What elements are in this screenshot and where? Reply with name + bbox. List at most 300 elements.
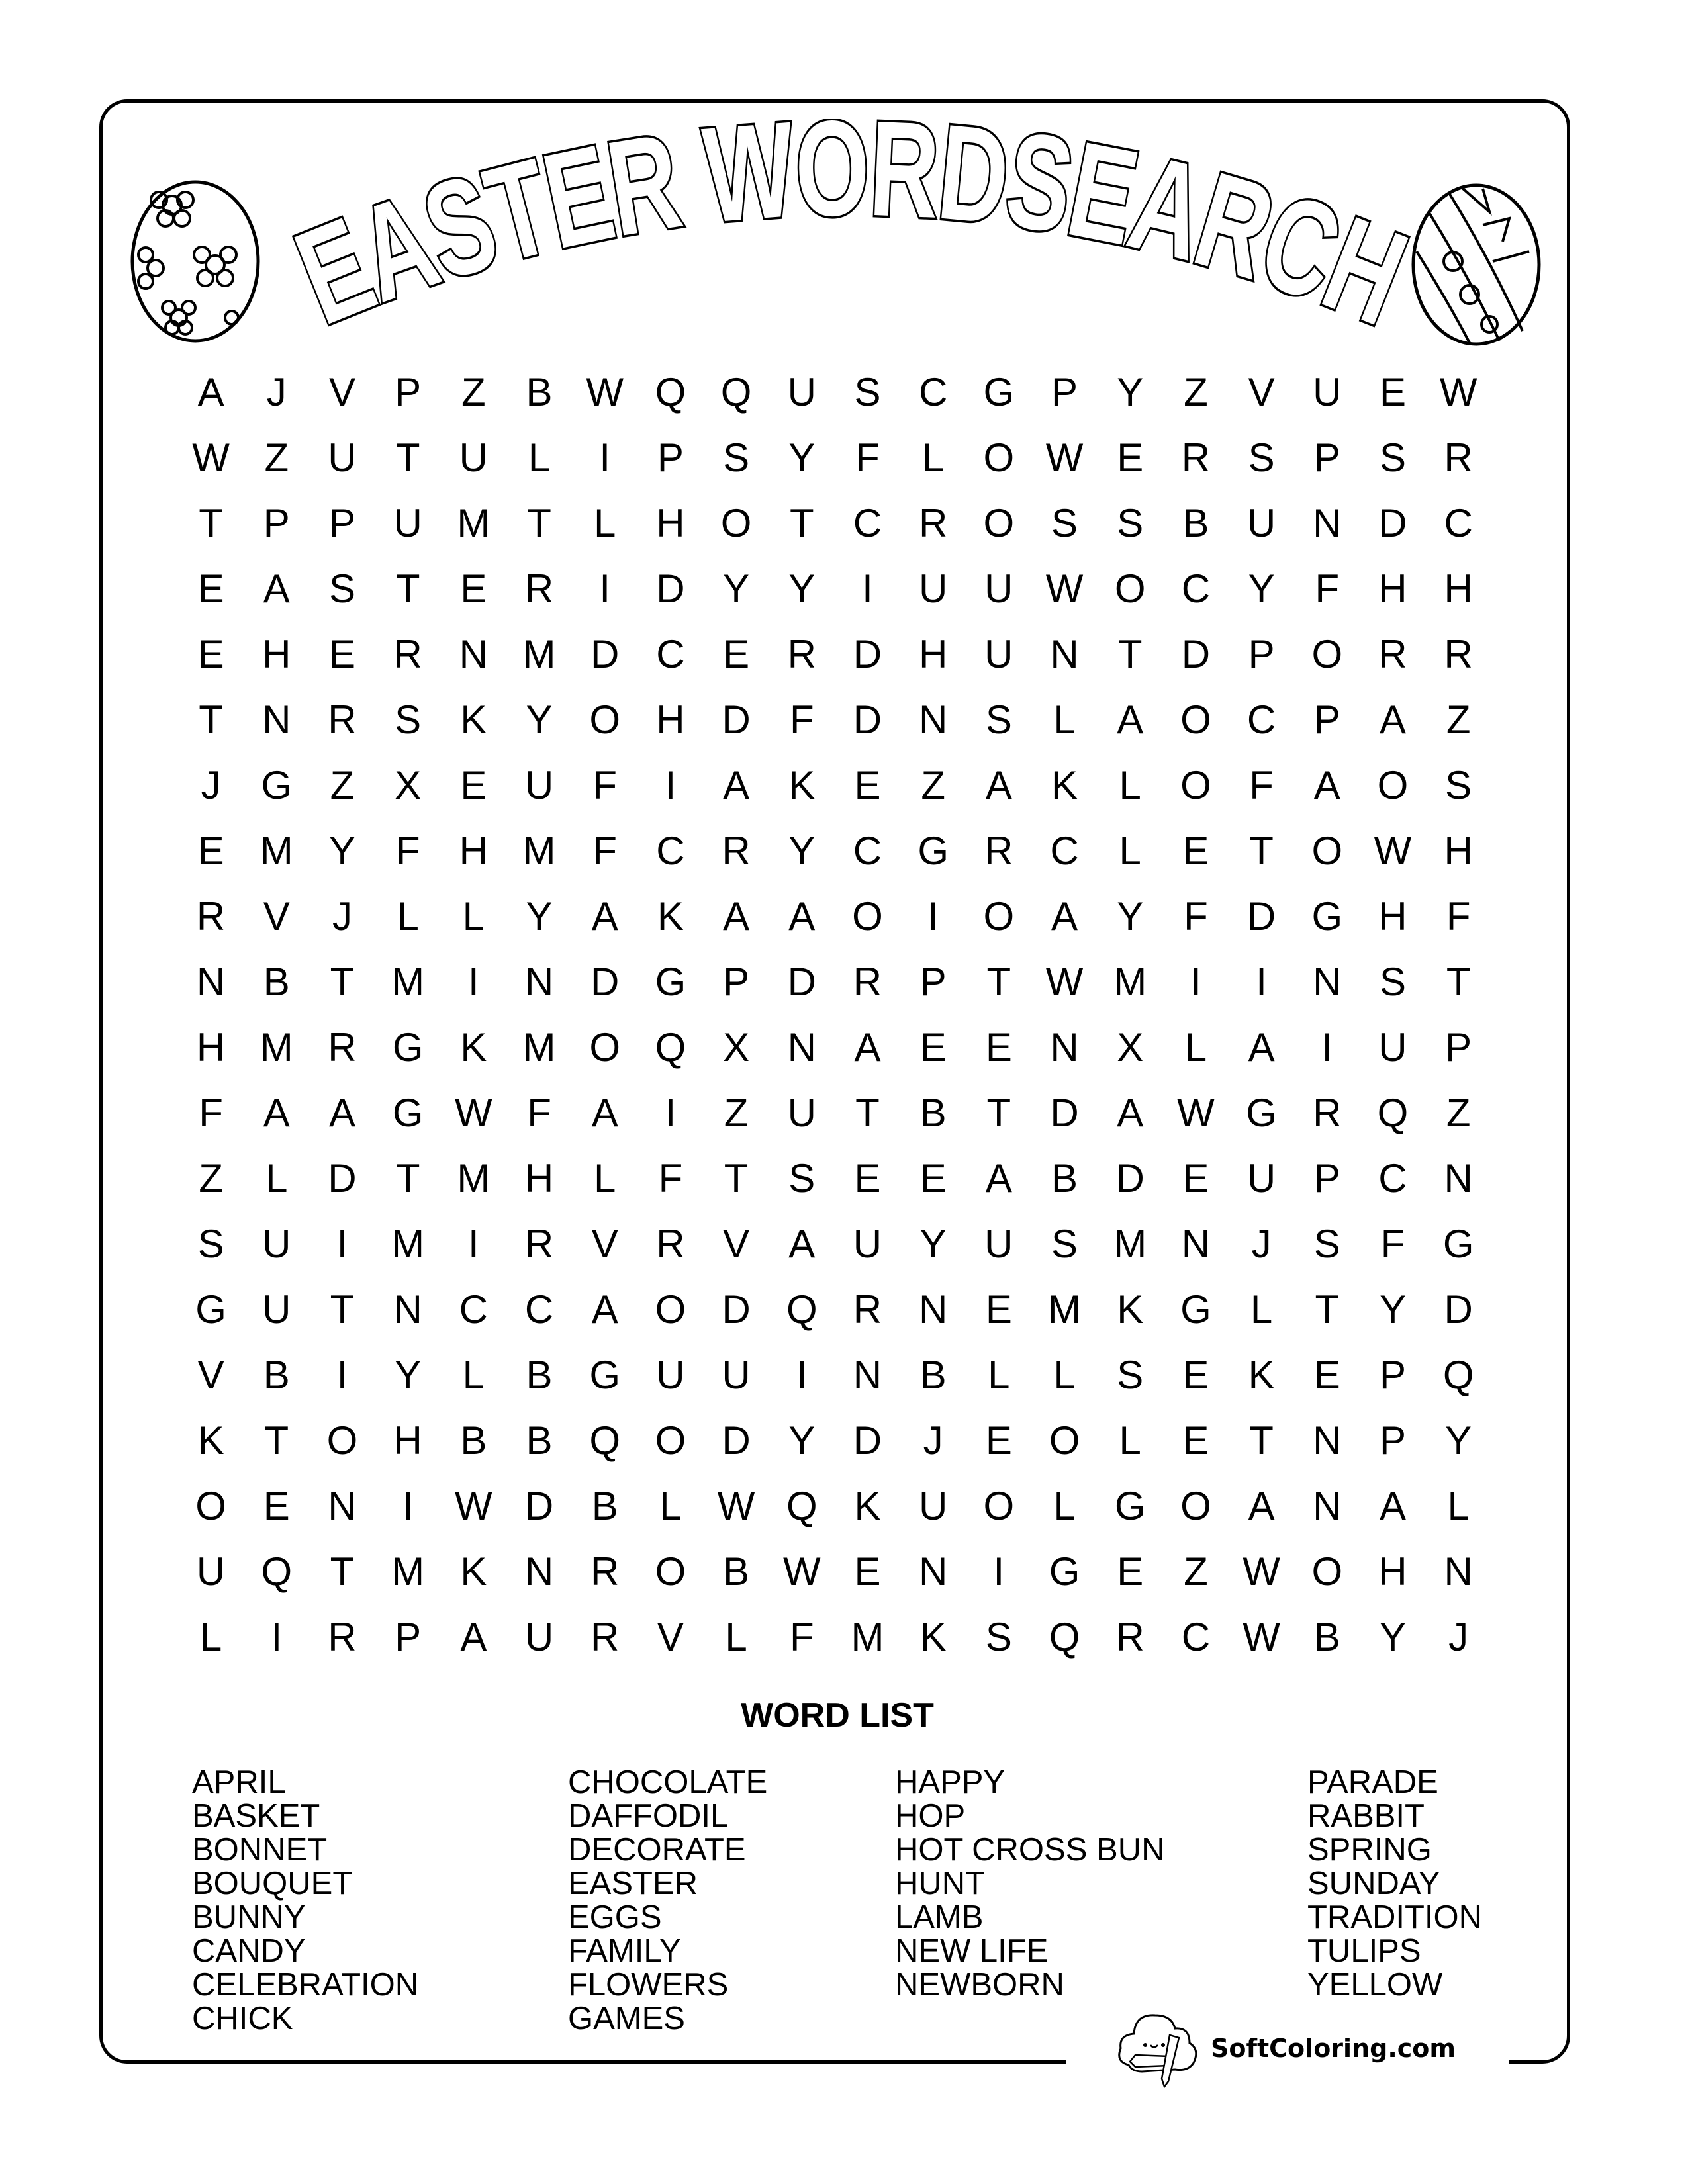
grid-letter[interactable]: M — [259, 1024, 293, 1069]
grid-letter[interactable]: E — [1117, 435, 1144, 480]
grid-letter[interactable]: I — [665, 1090, 677, 1135]
grid-letter[interactable]: S — [1313, 1221, 1340, 1266]
grid-letter[interactable]: P — [657, 435, 684, 480]
grid-letter[interactable]: R — [1444, 631, 1473, 676]
grid-letter[interactable]: J — [923, 1418, 943, 1463]
grid-letter[interactable]: M — [391, 1549, 425, 1594]
grid-letter[interactable]: B — [723, 1549, 750, 1594]
grid-letter[interactable]: D — [590, 631, 620, 676]
grid-letter[interactable]: A — [1248, 1024, 1275, 1069]
grid-letter[interactable]: F — [658, 1156, 683, 1201]
grid-letter[interactable]: S — [985, 697, 1012, 742]
grid-letter[interactable]: D — [590, 959, 620, 1004]
grid-letter[interactable]: E — [985, 1287, 1012, 1332]
grid-letter[interactable]: I — [1190, 959, 1201, 1004]
grid-letter[interactable]: F — [1249, 762, 1274, 807]
grid-letter[interactable]: B — [526, 369, 553, 414]
grid-letter[interactable]: N — [393, 1287, 422, 1332]
grid-letter[interactable]: Y — [395, 1352, 422, 1397]
grid-letter[interactable]: L — [921, 435, 945, 480]
grid-letter[interactable]: E — [985, 1024, 1012, 1069]
grid-letter[interactable]: G — [392, 1090, 424, 1135]
grid-letter[interactable]: E — [1117, 1549, 1144, 1594]
grid-letter[interactable]: S — [1117, 1352, 1144, 1397]
grid-letter[interactable]: R — [1378, 631, 1407, 676]
grid-letter[interactable]: Y — [526, 893, 553, 938]
grid-letter[interactable]: M — [522, 1024, 556, 1069]
grid-letter[interactable]: D — [1050, 1090, 1079, 1135]
grid-letter[interactable]: L — [725, 1614, 747, 1659]
grid-letter[interactable]: D — [656, 566, 685, 611]
grid-letter[interactable]: E — [328, 631, 355, 676]
grid-letter[interactable]: A — [723, 893, 750, 938]
grid-letter[interactable]: A — [591, 1287, 618, 1332]
grid-letter[interactable]: C — [853, 500, 882, 545]
grid-letter[interactable]: N — [918, 1287, 948, 1332]
grid-letter[interactable]: H — [1378, 566, 1407, 611]
grid-letter[interactable]: E — [985, 1418, 1012, 1463]
grid-letter[interactable]: F — [527, 1090, 551, 1135]
grid-letter[interactable]: I — [468, 1221, 479, 1266]
grid-letter[interactable]: A — [197, 369, 224, 414]
grid-letter[interactable]: J — [1448, 1614, 1469, 1659]
grid-letter[interactable]: B — [263, 1352, 290, 1397]
grid-letter[interactable]: M — [522, 828, 556, 873]
grid-letter[interactable]: Z — [199, 1156, 223, 1201]
grid-letter[interactable]: U — [1378, 1024, 1407, 1069]
grid-letter[interactable]: F — [789, 697, 814, 742]
grid-letter[interactable]: L — [1053, 1352, 1076, 1397]
grid-letter[interactable]: P — [919, 959, 947, 1004]
grid-letter[interactable]: Y — [788, 1418, 816, 1463]
grid-letter[interactable]: Y — [788, 566, 816, 611]
grid-letter[interactable]: K — [788, 762, 816, 807]
grid-letter[interactable]: U — [918, 1483, 948, 1528]
grid-letter[interactable]: A — [723, 762, 750, 807]
grid-letter[interactable]: H — [1378, 893, 1407, 938]
grid-letter[interactable]: Z — [1446, 1090, 1471, 1135]
grid-letter[interactable]: N — [918, 1549, 948, 1594]
grid-letter[interactable]: Y — [788, 435, 816, 480]
grid-letter[interactable]: T — [1249, 1418, 1274, 1463]
grid-letter[interactable]: B — [1313, 1614, 1340, 1659]
grid-letter[interactable]: I — [927, 893, 939, 938]
grid-letter[interactable]: N — [1313, 1418, 1342, 1463]
grid-letter[interactable]: V — [723, 1221, 750, 1266]
grid-letter[interactable]: A — [1379, 1483, 1406, 1528]
grid-letter[interactable]: A — [985, 762, 1012, 807]
grid-letter[interactable]: U — [393, 500, 422, 545]
grid-letter[interactable]: D — [853, 697, 882, 742]
grid-letter[interactable]: S — [854, 369, 881, 414]
grid-letter[interactable]: E — [854, 1549, 881, 1594]
grid-letter[interactable]: O — [1311, 828, 1343, 873]
grid-letter[interactable]: L — [1250, 1287, 1273, 1332]
grid-letter[interactable]: P — [395, 369, 422, 414]
grid-letter[interactable]: K — [460, 1549, 487, 1594]
grid-letter[interactable]: W — [1243, 1614, 1280, 1659]
grid-letter[interactable]: Y — [788, 828, 816, 873]
grid-letter[interactable]: R — [853, 959, 882, 1004]
grid-letter[interactable]: T — [1315, 1287, 1340, 1332]
grid-letter[interactable]: F — [1380, 1221, 1405, 1266]
grid-letter[interactable]: N — [524, 1549, 554, 1594]
grid-letter[interactable]: C — [459, 1287, 489, 1332]
grid-letter[interactable]: S — [328, 566, 355, 611]
grid-letter[interactable]: R — [328, 1614, 357, 1659]
grid-letter[interactable]: X — [723, 1024, 750, 1069]
grid-letter[interactable]: G — [195, 1287, 226, 1332]
grid-letter[interactable]: E — [919, 1156, 947, 1201]
grid-letter[interactable]: I — [1256, 959, 1267, 1004]
grid-letter[interactable]: A — [1313, 762, 1340, 807]
grid-letter[interactable]: D — [787, 959, 816, 1004]
grid-letter[interactable]: B — [526, 1352, 553, 1397]
grid-letter[interactable]: Y — [526, 697, 553, 742]
grid-letter[interactable]: M — [1048, 1287, 1082, 1332]
grid-letter[interactable]: W — [586, 369, 624, 414]
grid-letter[interactable]: P — [1313, 697, 1340, 742]
grid-letter[interactable]: A — [788, 893, 816, 938]
grid-letter[interactable]: L — [1119, 1418, 1141, 1463]
grid-letter[interactable]: A — [460, 1614, 487, 1659]
grid-letter[interactable]: M — [457, 500, 491, 545]
grid-letter[interactable]: D — [853, 631, 882, 676]
grid-letter[interactable]: I — [1321, 1024, 1333, 1069]
grid-letter[interactable]: J — [201, 762, 221, 807]
grid-letter[interactable]: N — [1444, 1156, 1473, 1201]
grid-letter[interactable]: A — [328, 1090, 355, 1135]
grid-letter[interactable]: K — [1248, 1352, 1275, 1397]
grid-letter[interactable]: M — [391, 1221, 425, 1266]
grid-letter[interactable]: S — [1379, 435, 1406, 480]
grid-letter[interactable]: T — [986, 1090, 1011, 1135]
grid-letter[interactable]: T — [199, 697, 223, 742]
grid-letter[interactable]: E — [460, 762, 487, 807]
grid-letter[interactable]: O — [655, 1418, 686, 1463]
grid-letter[interactable]: O — [589, 697, 621, 742]
grid-letter[interactable]: J — [1251, 1221, 1272, 1266]
grid-letter[interactable]: B — [263, 959, 290, 1004]
grid-letter[interactable]: W — [1045, 566, 1084, 611]
grid-letter[interactable]: Y — [1117, 369, 1144, 414]
grid-letter[interactable]: A — [1051, 893, 1078, 938]
grid-letter[interactable]: G — [1114, 1483, 1146, 1528]
grid-letter[interactable]: N — [918, 697, 948, 742]
grid-letter[interactable]: A — [788, 1221, 816, 1266]
grid-letter[interactable]: C — [656, 828, 685, 873]
grid-letter[interactable]: R — [328, 1024, 357, 1069]
grid-letter[interactable]: S — [1248, 435, 1275, 480]
grid-letter[interactable]: W — [192, 435, 230, 480]
grid-letter[interactable]: D — [1246, 893, 1276, 938]
grid-letter[interactable]: G — [1442, 1221, 1474, 1266]
grid-letter[interactable]: U — [524, 762, 554, 807]
grid-letter[interactable]: U — [656, 1352, 685, 1397]
grid-letter[interactable]: Q — [655, 369, 686, 414]
grid-letter[interactable]: V — [591, 1221, 618, 1266]
grid-letter[interactable]: C — [918, 369, 948, 414]
grid-letter[interactable]: M — [522, 631, 556, 676]
grid-letter[interactable]: H — [459, 828, 489, 873]
grid-letter[interactable]: V — [328, 369, 355, 414]
grid-letter[interactable]: D — [1115, 1156, 1145, 1201]
grid-letter[interactable]: R — [918, 500, 948, 545]
grid-letter[interactable]: H — [1378, 1549, 1407, 1594]
grid-letter[interactable]: K — [1117, 1287, 1144, 1332]
grid-letter[interactable]: R — [722, 828, 751, 873]
grid-letter[interactable]: P — [395, 1614, 422, 1659]
grid-letter[interactable]: U — [196, 1549, 226, 1594]
grid-letter[interactable]: V — [1248, 369, 1275, 414]
grid-letter[interactable]: L — [528, 435, 551, 480]
grid-letter[interactable]: Q — [655, 1024, 686, 1069]
grid-letter[interactable]: K — [1051, 762, 1078, 807]
grid-letter[interactable]: Y — [723, 566, 750, 611]
grid-letter[interactable]: Q — [720, 369, 752, 414]
grid-letter[interactable]: E — [919, 1024, 947, 1069]
grid-letter[interactable]: J — [266, 369, 287, 414]
grid-letter[interactable]: I — [336, 1352, 348, 1397]
grid-letter[interactable]: E — [1182, 1418, 1209, 1463]
grid-letter[interactable]: R — [853, 1287, 882, 1332]
grid-letter[interactable]: M — [391, 959, 425, 1004]
grid-letter[interactable]: I — [993, 1549, 1005, 1594]
grid-letter[interactable]: O — [1311, 631, 1343, 676]
grid-letter[interactable]: Z — [330, 762, 355, 807]
grid-letter[interactable]: L — [265, 1156, 288, 1201]
grid-letter[interactable]: D — [722, 1418, 751, 1463]
grid-letter[interactable]: J — [332, 893, 352, 938]
grid-letter[interactable]: N — [1313, 1483, 1342, 1528]
grid-letter[interactable]: Y — [1379, 1614, 1406, 1659]
grid-letter[interactable]: E — [1182, 828, 1209, 873]
grid-letter[interactable]: U — [984, 566, 1013, 611]
grid-letter[interactable]: E — [854, 762, 881, 807]
grid-letter[interactable]: U — [459, 435, 489, 480]
grid-letter[interactable]: W — [782, 1549, 821, 1594]
grid-letter[interactable]: O — [983, 435, 1015, 480]
grid-letter[interactable]: U — [262, 1287, 291, 1332]
grid-letter[interactable]: N — [328, 1483, 357, 1528]
grid-letter[interactable]: S — [788, 1156, 816, 1201]
grid-letter[interactable]: F — [789, 1614, 814, 1659]
grid-letter[interactable]: M — [1113, 959, 1147, 1004]
grid-letter[interactable]: G — [917, 828, 949, 873]
grid-letter[interactable]: G — [589, 1352, 621, 1397]
grid-letter[interactable]: R — [656, 1221, 685, 1266]
grid-letter[interactable]: C — [656, 631, 685, 676]
grid-letter[interactable]: W — [717, 1483, 755, 1528]
grid-letter[interactable]: D — [524, 1483, 554, 1528]
grid-letter[interactable]: P — [263, 500, 290, 545]
grid-letter[interactable]: V — [263, 893, 290, 938]
grid-letter[interactable]: U — [787, 1090, 816, 1135]
grid-letter[interactable]: D — [1181, 631, 1211, 676]
grid-letter[interactable]: S — [1379, 959, 1406, 1004]
grid-letter[interactable]: K — [197, 1418, 224, 1463]
grid-letter[interactable]: L — [594, 500, 616, 545]
grid-letter[interactable]: T — [395, 435, 420, 480]
grid-letter[interactable]: S — [985, 1614, 1012, 1659]
grid-letter[interactable]: I — [468, 959, 479, 1004]
grid-letter[interactable]: S — [197, 1221, 224, 1266]
grid-letter[interactable]: D — [722, 697, 751, 742]
grid-letter[interactable]: A — [263, 1090, 290, 1135]
grid-letter[interactable]: I — [271, 1614, 283, 1659]
grid-letter[interactable]: N — [262, 697, 291, 742]
grid-letter[interactable]: A — [1379, 697, 1406, 742]
grid-letter[interactable]: N — [459, 631, 489, 676]
grid-letter[interactable]: U — [1246, 1156, 1276, 1201]
grid-letter[interactable]: N — [196, 959, 226, 1004]
grid-letter[interactable]: O — [983, 500, 1015, 545]
grid-letter[interactable]: U — [918, 566, 948, 611]
grid-letter[interactable]: T — [330, 959, 355, 1004]
grid-letter[interactable]: D — [1378, 500, 1407, 545]
grid-letter[interactable]: Z — [921, 762, 945, 807]
grid-letter[interactable]: W — [455, 1090, 492, 1135]
grid-letter[interactable]: B — [1182, 500, 1209, 545]
grid-letter[interactable]: F — [592, 762, 618, 807]
grid-letter[interactable]: O — [983, 1483, 1015, 1528]
grid-letter[interactable]: Z — [264, 435, 289, 480]
grid-letter[interactable]: G — [1311, 893, 1343, 938]
grid-letter[interactable]: W — [1439, 369, 1477, 414]
grid-letter[interactable]: M — [1113, 1221, 1147, 1266]
grid-letter[interactable]: Y — [1248, 566, 1275, 611]
grid-letter[interactable]: E — [1182, 1352, 1209, 1397]
grid-letter[interactable]: D — [1444, 1287, 1473, 1332]
grid-letter[interactable]: L — [1053, 697, 1076, 742]
grid-letter[interactable]: V — [657, 1614, 684, 1659]
grid-letter[interactable]: T — [330, 1287, 355, 1332]
grid-letter[interactable]: G — [1049, 1549, 1080, 1594]
grid-letter[interactable]: Y — [328, 828, 355, 873]
grid-letter[interactable]: F — [1184, 893, 1208, 938]
grid-letter[interactable]: D — [853, 1418, 882, 1463]
grid-letter[interactable]: O — [720, 500, 752, 545]
grid-letter[interactable]: G — [655, 959, 686, 1004]
grid-letter[interactable]: S — [723, 435, 750, 480]
grid-letter[interactable]: L — [199, 1614, 222, 1659]
grid-letter[interactable]: U — [262, 1221, 291, 1266]
grid-letter[interactable]: T — [1249, 828, 1274, 873]
grid-letter[interactable]: R — [196, 893, 226, 938]
grid-letter[interactable]: Q — [1442, 1352, 1474, 1397]
grid-letter[interactable]: F — [1315, 566, 1340, 611]
grid-letter[interactable]: Q — [1049, 1614, 1080, 1659]
grid-letter[interactable]: R — [590, 1614, 620, 1659]
grid-letter[interactable]: N — [1313, 959, 1342, 1004]
grid-letter[interactable]: P — [1379, 1352, 1406, 1397]
grid-letter[interactable]: S — [395, 697, 422, 742]
grid-letter[interactable]: P — [1313, 1156, 1340, 1201]
grid-letter[interactable]: P — [1313, 435, 1340, 480]
grid-letter[interactable]: R — [1115, 1614, 1145, 1659]
grid-letter[interactable]: E — [723, 631, 750, 676]
grid-letter[interactable]: T — [1446, 959, 1471, 1004]
grid-letter[interactable]: A — [1248, 1483, 1275, 1528]
grid-letter[interactable]: T — [199, 500, 223, 545]
grid-letter[interactable]: V — [197, 1352, 224, 1397]
grid-letter[interactable]: T — [395, 1156, 420, 1201]
grid-letter[interactable]: O — [1180, 697, 1211, 742]
grid-letter[interactable]: S — [1051, 500, 1078, 545]
grid-letter[interactable]: N — [1050, 631, 1079, 676]
grid-letter[interactable]: B — [526, 1418, 553, 1463]
grid-letter[interactable]: Y — [1445, 1418, 1472, 1463]
grid-letter[interactable]: L — [1119, 762, 1141, 807]
grid-letter[interactable]: M — [457, 1156, 491, 1201]
grid-letter[interactable]: P — [1248, 631, 1275, 676]
grid-letter[interactable]: E — [197, 631, 224, 676]
grid-letter[interactable]: C — [1444, 500, 1473, 545]
grid-letter[interactable]: U — [984, 1221, 1013, 1266]
grid-letter[interactable]: S — [1051, 1221, 1078, 1266]
grid-letter[interactable]: T — [330, 1549, 355, 1594]
grid-letter[interactable]: I — [402, 1483, 414, 1528]
grid-letter[interactable]: F — [855, 435, 880, 480]
grid-letter[interactable]: A — [1117, 697, 1144, 742]
grid-letter[interactable]: G — [392, 1024, 424, 1069]
grid-letter[interactable]: P — [1051, 369, 1078, 414]
grid-letter[interactable]: C — [1378, 1156, 1407, 1201]
grid-letter[interactable]: F — [1446, 893, 1471, 938]
grid-letter[interactable]: Z — [461, 369, 486, 414]
grid-letter[interactable]: O — [589, 1024, 621, 1069]
grid-letter[interactable]: B — [1051, 1156, 1078, 1201]
grid-letter[interactable]: O — [1114, 566, 1146, 611]
grid-letter[interactable]: T — [395, 566, 420, 611]
grid-letter[interactable]: B — [919, 1352, 947, 1397]
grid-letter[interactable]: X — [1117, 1024, 1144, 1069]
grid-letter[interactable]: N — [1313, 500, 1342, 545]
grid-letter[interactable]: L — [462, 893, 485, 938]
grid-letter[interactable]: P — [723, 959, 750, 1004]
grid-letter[interactable]: K — [460, 1024, 487, 1069]
grid-letter[interactable]: X — [395, 762, 422, 807]
grid-letter[interactable]: P — [1445, 1024, 1472, 1069]
grid-letter[interactable]: Q — [786, 1287, 818, 1332]
grid-letter[interactable]: B — [591, 1483, 618, 1528]
grid-letter[interactable]: I — [796, 1352, 808, 1397]
grid-letter[interactable]: H — [262, 631, 291, 676]
grid-letter[interactable]: H — [1444, 828, 1473, 873]
grid-letter[interactable]: E — [460, 566, 487, 611]
grid-letter[interactable]: H — [656, 697, 685, 742]
grid-letter[interactable]: Z — [1446, 697, 1471, 742]
grid-letter[interactable]: A — [854, 1024, 881, 1069]
grid-letter[interactable]: H — [196, 1024, 226, 1069]
grid-letter[interactable]: Q — [261, 1549, 293, 1594]
grid-letter[interactable]: E — [1182, 1156, 1209, 1201]
grid-letter[interactable]: I — [665, 762, 677, 807]
grid-letter[interactable]: M — [851, 1614, 884, 1659]
grid-letter[interactable]: Z — [724, 1090, 749, 1135]
grid-letter[interactable]: H — [1444, 566, 1473, 611]
grid-letter[interactable]: L — [1184, 1024, 1207, 1069]
grid-letter[interactable]: U — [524, 1614, 554, 1659]
grid-letter[interactable]: O — [655, 1287, 686, 1332]
grid-letter[interactable]: L — [594, 1156, 616, 1201]
grid-letter[interactable]: Y — [919, 1221, 947, 1266]
grid-letter[interactable]: H — [393, 1418, 422, 1463]
grid-letter[interactable]: O — [1180, 762, 1211, 807]
grid-letter[interactable]: C — [853, 828, 882, 873]
grid-letter[interactable]: E — [197, 566, 224, 611]
grid-letter[interactable]: E — [854, 1156, 881, 1201]
